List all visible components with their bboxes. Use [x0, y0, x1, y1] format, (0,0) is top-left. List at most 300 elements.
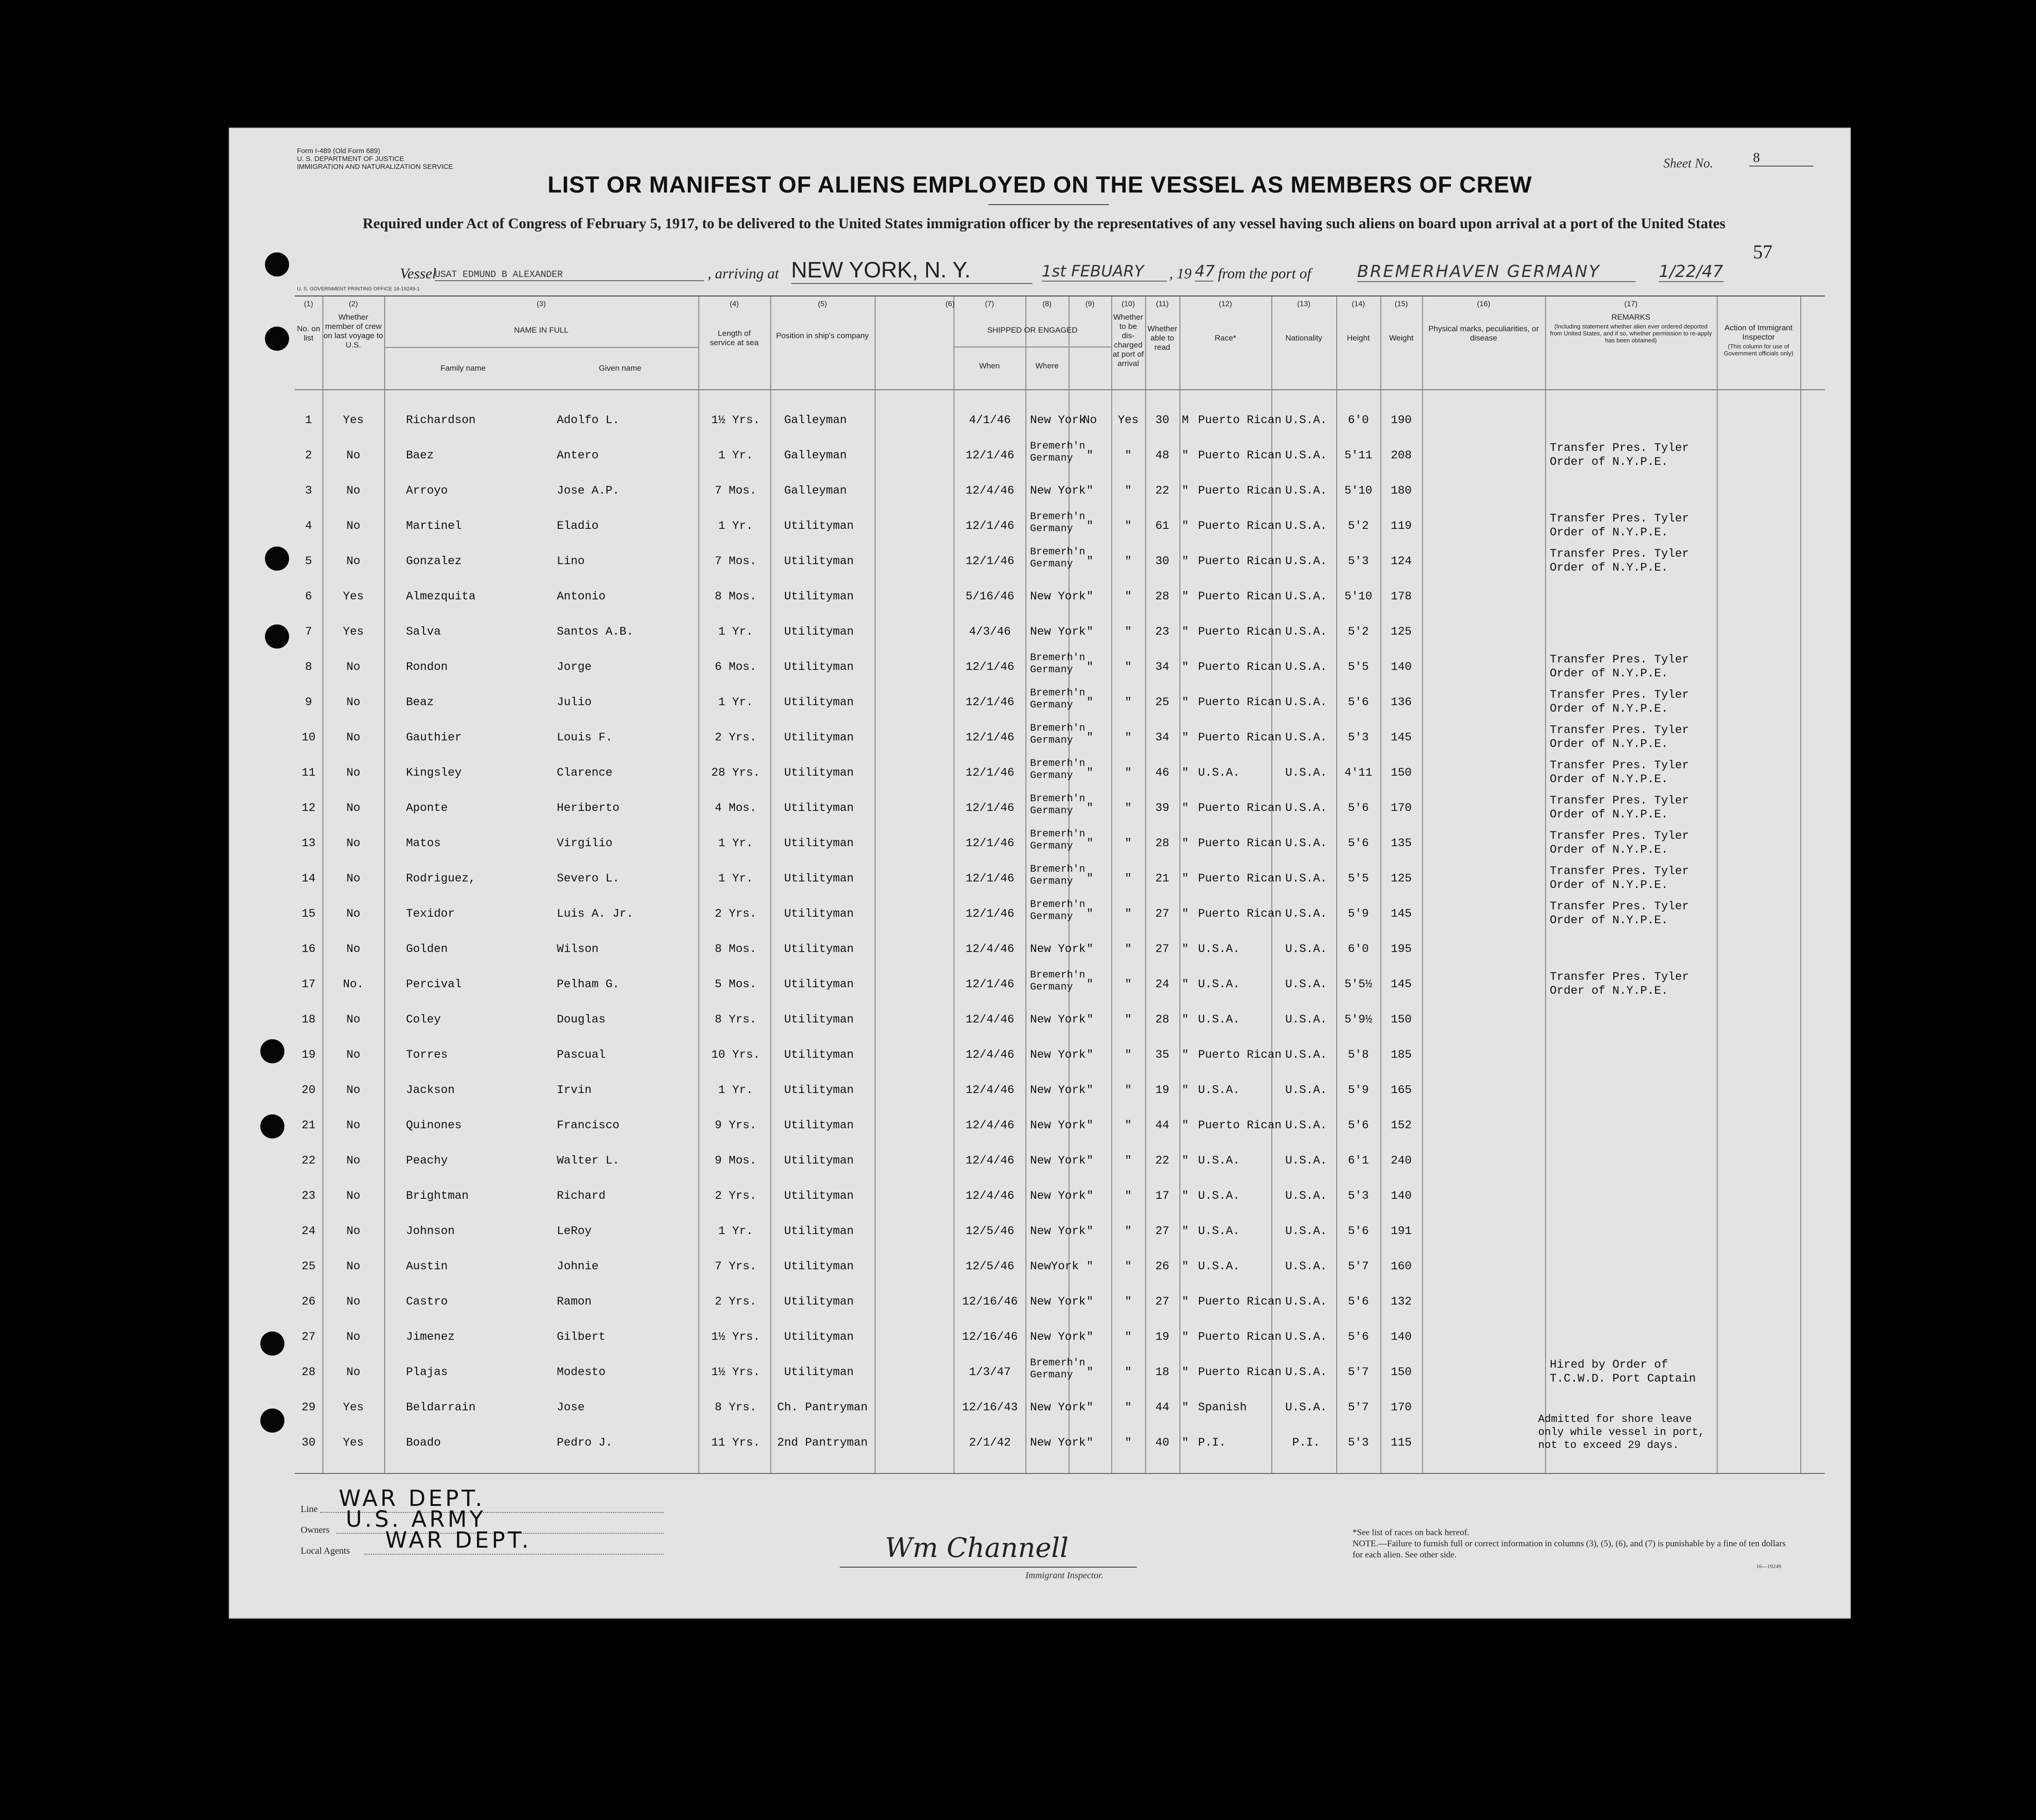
- cell-family: Torres: [406, 1048, 448, 1061]
- cell-sex: ": [1181, 1154, 1189, 1167]
- cell-position: Utilityman: [784, 978, 854, 991]
- cell-sex: ": [1181, 1224, 1189, 1238]
- cell-read: ": [1124, 1295, 1132, 1308]
- binder-hole: [265, 252, 289, 277]
- cell-position: Utilityman: [784, 1048, 854, 1061]
- cell-position: Galleyman: [784, 449, 847, 462]
- cell-member: No: [346, 554, 361, 568]
- races-note: *See list of races on back hereof.: [1353, 1528, 1469, 1537]
- cell-family: Jimenez: [406, 1330, 455, 1344]
- cell-weight: 160: [1391, 1260, 1412, 1273]
- cell-nationality: U.S.A.: [1285, 801, 1327, 815]
- manifest-sheet: [229, 128, 1851, 1619]
- header-race: Race*: [1214, 334, 1237, 342]
- cell-sex: ": [1181, 1330, 1189, 1344]
- cell-position: Utilityman: [784, 625, 854, 638]
- cell-race: Spanish: [1198, 1401, 1247, 1414]
- cell-member: Yes: [342, 625, 364, 638]
- cell-service: 1 Yr.: [718, 1224, 753, 1238]
- cell-sex: ": [1181, 872, 1189, 885]
- cell-given: Pascual: [557, 1048, 606, 1061]
- cell-age: 24: [1155, 978, 1169, 991]
- table-row: [295, 590, 1825, 624]
- cell-read: Yes: [1117, 413, 1139, 427]
- cell-age: 25: [1155, 695, 1169, 709]
- cell-read: ": [1124, 625, 1132, 638]
- cell-no: 27: [301, 1330, 316, 1344]
- cell-discharged: ": [1086, 1260, 1094, 1273]
- cell-age: 44: [1155, 1401, 1169, 1414]
- cell-race: Puerto Rican: [1198, 872, 1282, 885]
- cell-height: 5'6: [1347, 801, 1369, 815]
- cell-service: 9 Mos.: [715, 1154, 757, 1167]
- cell-height: 6'0: [1347, 942, 1369, 956]
- binder-hole: [265, 547, 289, 571]
- signature-rule: [840, 1567, 1137, 1568]
- cell-height: 5'9½: [1344, 1013, 1372, 1026]
- cell-given: Jose A.P.: [557, 484, 620, 497]
- cell-nationality: U.S.A.: [1285, 1401, 1327, 1414]
- cell-discharged: ": [1086, 731, 1094, 744]
- cell-where: New York: [1030, 1401, 1086, 1414]
- cell-weight: 150: [1391, 1013, 1412, 1026]
- cell-family: Johnson: [406, 1224, 455, 1238]
- cell-family: Gauthier: [406, 731, 462, 744]
- cell-nationality: U.S.A.: [1285, 1119, 1327, 1132]
- cell-when: 12/16/46: [962, 1295, 1018, 1308]
- cell-no: 7: [305, 625, 312, 638]
- cell-sex: ": [1181, 695, 1189, 709]
- cell-age: 18: [1155, 1365, 1169, 1379]
- cell-sex: ": [1181, 766, 1189, 779]
- cell-race: Puerto Rican: [1198, 731, 1282, 744]
- cell-service: 2 Yrs.: [715, 1189, 757, 1203]
- cell-height: 5'10: [1344, 484, 1372, 497]
- cell-discharged: ": [1086, 1013, 1094, 1026]
- cell-where: Bremerh'n Germany: [1030, 828, 1085, 852]
- cell-discharged: ": [1086, 1119, 1094, 1132]
- cell-read: ": [1124, 590, 1132, 603]
- cell-discharged: ": [1086, 766, 1094, 779]
- cell-position: Utilityman: [784, 1154, 854, 1167]
- cell-service: 1½ Yrs.: [711, 1330, 760, 1344]
- cell-no: 16: [301, 942, 316, 956]
- cell-height: 6'0: [1347, 413, 1369, 427]
- cell-weight: 125: [1391, 872, 1412, 885]
- cell-nationality: U.S.A.: [1285, 836, 1327, 850]
- cell-family: Matos: [406, 836, 441, 850]
- cell-height: 5'3: [1347, 554, 1369, 568]
- form-identifier: [297, 147, 473, 171]
- cell-when: 4/1/46: [969, 413, 1011, 427]
- cell-when: 12/5/46: [965, 1224, 1015, 1238]
- cell-no: 13: [301, 836, 316, 850]
- cell-race: U.S.A.: [1198, 1224, 1240, 1238]
- cell-where: Bremerh'n Germany: [1030, 652, 1085, 675]
- cell-given: Severo L.: [557, 872, 620, 885]
- cell-where: Bremerh'n Germany: [1030, 511, 1085, 534]
- cell-age: 23: [1155, 625, 1169, 638]
- cell-service: 5 Mos.: [715, 978, 757, 991]
- cell-service: 1 Yr.: [718, 625, 753, 638]
- cell-weight: 136: [1391, 695, 1412, 709]
- header-physical-marks: Physical marks, peculiarities, or disease: [1428, 324, 1539, 342]
- cell-sex: ": [1181, 942, 1189, 956]
- cell-weight: 135: [1391, 836, 1412, 850]
- cell-nationality: U.S.A.: [1285, 1013, 1327, 1026]
- cell-discharged: ": [1086, 942, 1094, 956]
- cell-sex: ": [1181, 1013, 1189, 1026]
- cell-weight: 140: [1391, 1330, 1412, 1344]
- cell-race: U.S.A.: [1198, 766, 1240, 779]
- cell-discharged: ": [1086, 484, 1094, 497]
- cell-no: 5: [305, 554, 312, 568]
- cell-when: 12/16/46: [962, 1330, 1018, 1344]
- cell-given: Antonio: [557, 590, 606, 603]
- cell-when: 12/1/46: [965, 907, 1015, 920]
- cell-discharged: ": [1086, 1189, 1094, 1203]
- column-number: (3): [536, 300, 546, 308]
- cell-nationality: U.S.A.: [1285, 1295, 1327, 1308]
- cell-height: 5'5: [1347, 660, 1369, 674]
- cell-member: No: [346, 660, 361, 674]
- cell-service: 2 Yrs.: [715, 1295, 757, 1308]
- cell-given: Gilbert: [557, 1330, 606, 1344]
- cell-remarks: Transfer Pres. Tyler Order of N.Y.P.E.: [1550, 829, 1689, 856]
- cell-given: Eladio: [557, 519, 599, 533]
- column-number: (16): [1477, 300, 1490, 308]
- cell-discharged: ": [1086, 1224, 1094, 1238]
- cell-when: 12/1/46: [965, 978, 1015, 991]
- cell-given: Adolfo L.: [557, 413, 620, 427]
- cell-sex: ": [1181, 836, 1189, 850]
- cell-given: LeRoy: [557, 1224, 592, 1238]
- cell-no: 15: [301, 907, 316, 920]
- cell-service: 9 Yrs.: [715, 1119, 757, 1132]
- cell-position: Utilityman: [784, 872, 854, 885]
- cell-discharged: ": [1086, 660, 1094, 674]
- cell-race: Puerto Rican: [1198, 660, 1282, 674]
- cell-service: 2 Yrs.: [715, 731, 757, 744]
- cell-age: 46: [1155, 766, 1169, 779]
- cell-read: ": [1124, 942, 1132, 956]
- cell-service: 4 Mos.: [715, 801, 757, 815]
- form-id-line: IMMIGRATION AND NATURALIZATION SERVICE: [297, 163, 453, 171]
- cell-no: 3: [305, 484, 312, 497]
- cell-service: 1 Yr.: [718, 1083, 753, 1097]
- cell-service: 7 Mos.: [715, 484, 757, 497]
- cell-where: New York: [1030, 1224, 1086, 1238]
- cell-discharged: ": [1086, 519, 1094, 533]
- from-port-label: from the port of: [1218, 265, 1311, 282]
- cell-read: ": [1124, 1260, 1132, 1273]
- header-shipped-or-engaged: SHIPPED OR ENGAGED: [987, 326, 1078, 334]
- cell-sex: M: [1181, 413, 1189, 427]
- cell-remarks: Transfer Pres. Tyler Order of N.Y.P.E.: [1550, 759, 1689, 786]
- cell-no: 23: [301, 1189, 316, 1203]
- column-number: (15): [1394, 300, 1408, 308]
- cell-family: Baez: [406, 449, 434, 462]
- cell-race: Puerto Rican: [1198, 695, 1282, 709]
- cell-no: 1: [305, 413, 312, 427]
- cell-read: ": [1124, 1083, 1132, 1097]
- cell-weight: 170: [1391, 801, 1412, 815]
- cell-service: 1½ Yrs.: [711, 1365, 760, 1379]
- cell-read: ": [1124, 695, 1132, 709]
- agents-label: Local Agents: [301, 1546, 350, 1556]
- cell-given: Pedro J.: [557, 1436, 613, 1449]
- form-id-line: U. S. DEPARTMENT OF JUSTICE: [297, 155, 404, 163]
- cell-when: 12/1/46: [965, 695, 1015, 709]
- cell-given: Modesto: [557, 1365, 606, 1379]
- cell-family: Richardson: [406, 413, 476, 427]
- cell-race: Puerto Rican: [1198, 1365, 1282, 1379]
- cell-no: 17: [301, 978, 316, 991]
- cell-nationality: U.S.A.: [1285, 449, 1327, 462]
- cell-given: Virgilio: [557, 836, 613, 850]
- cell-member: No: [346, 1119, 361, 1132]
- cell-no: 8: [305, 660, 312, 674]
- cell-member: No: [346, 1189, 361, 1203]
- cell-service: 2 Yrs.: [715, 907, 757, 920]
- cell-when: 12/4/46: [965, 1154, 1015, 1167]
- cell-where: New York: [1030, 590, 1086, 603]
- cell-weight: 191: [1391, 1224, 1412, 1238]
- cell-read: ": [1124, 872, 1132, 885]
- cell-nationality: U.S.A.: [1285, 695, 1327, 709]
- cell-member: No: [346, 766, 361, 779]
- cell-nationality: U.S.A.: [1285, 766, 1327, 779]
- cell-no: 28: [301, 1365, 316, 1379]
- cell-no: 29: [301, 1401, 316, 1414]
- cell-member: Yes: [342, 1436, 364, 1449]
- cell-given: Ramon: [557, 1295, 592, 1308]
- cell-height: 5'8: [1347, 1048, 1369, 1061]
- cell-height: 5'6: [1347, 1295, 1369, 1308]
- header-given-name: Given name: [599, 364, 642, 373]
- cell-sex: ": [1181, 625, 1189, 638]
- cell-service: 10 Yrs.: [711, 1048, 760, 1061]
- cell-position: Utilityman: [784, 801, 854, 815]
- cell-family: Percival: [406, 978, 462, 991]
- cell-height: 5'6: [1347, 1224, 1369, 1238]
- table-row: [295, 546, 1825, 589]
- column-number: (17): [1624, 300, 1638, 308]
- cell-no: 4: [305, 519, 312, 533]
- header-weight: Weight: [1389, 334, 1414, 342]
- cell-race: U.S.A.: [1198, 1013, 1240, 1026]
- cell-given: Julio: [557, 695, 592, 709]
- cell-where: New York: [1030, 1330, 1086, 1344]
- cell-height: 5'6: [1347, 836, 1369, 850]
- column-number: (13): [1297, 300, 1311, 308]
- cell-when: 12/1/46: [965, 801, 1015, 815]
- cell-nationality: U.S.A.: [1285, 1154, 1327, 1167]
- cell-nationality: U.S.A.: [1285, 1365, 1327, 1379]
- header-position: Position in ship's company: [776, 331, 869, 340]
- cell-nationality: U.S.A.: [1285, 484, 1327, 497]
- cell-no: 9: [305, 695, 312, 709]
- cell-weight: 195: [1391, 942, 1412, 956]
- cell-age: 19: [1155, 1083, 1169, 1097]
- arriving-label: , arriving at: [708, 265, 779, 282]
- cell-given: Richard: [557, 1189, 606, 1203]
- cell-member: No: [346, 1295, 361, 1308]
- cell-given: Lino: [557, 554, 585, 568]
- reference-number: 57: [1753, 242, 1772, 263]
- cell-service: 8 Mos.: [715, 590, 757, 603]
- line-label: Line: [301, 1504, 318, 1514]
- cell-age: 44: [1155, 1119, 1169, 1132]
- cell-no: 12: [301, 801, 316, 815]
- cell-weight: 145: [1391, 978, 1412, 991]
- cell-position: Ch. Pantryman: [777, 1401, 868, 1414]
- cell-nationality: U.S.A.: [1285, 872, 1327, 885]
- cell-member: No: [346, 942, 361, 956]
- cell-age: 27: [1155, 907, 1169, 920]
- table-row: [295, 1048, 1825, 1082]
- cell-when: 12/4/46: [965, 1189, 1015, 1203]
- cell-when: 12/4/46: [965, 1013, 1015, 1026]
- sheet-label: Sheet No.: [1663, 156, 1714, 171]
- cell-no: 21: [301, 1119, 316, 1132]
- cell-sex: ": [1181, 1260, 1189, 1273]
- cell-age: 27: [1155, 1295, 1169, 1308]
- cell-family: Almezquita: [406, 590, 476, 603]
- cell-height: 5'5½: [1344, 978, 1372, 991]
- vessel-line: [230, 258, 1850, 284]
- cell-nationality: U.S.A.: [1285, 590, 1327, 603]
- cell-where: Bremerh'n Germany: [1030, 546, 1085, 570]
- cell-member: No: [346, 1083, 361, 1097]
- cell-position: Utilityman: [784, 1365, 854, 1379]
- arrival-year-field: 47: [1195, 262, 1215, 281]
- cell-age: 39: [1155, 801, 1169, 815]
- cell-read: ": [1124, 1224, 1132, 1238]
- cell-race: Puerto Rican: [1198, 449, 1282, 462]
- cell-when: 12/1/46: [965, 660, 1015, 674]
- cell-discharged: ": [1086, 1365, 1094, 1379]
- cell-when: 12/4/46: [965, 1119, 1015, 1132]
- header-subrule: [384, 347, 698, 348]
- cell-remarks: Transfer Pres. Tyler Order of N.Y.P.E.: [1550, 723, 1689, 751]
- binder-hole: [265, 327, 289, 351]
- cell-family: Kingsley: [406, 766, 462, 779]
- cell-service: 1 Yr.: [718, 519, 753, 533]
- cell-weight: 115: [1391, 1436, 1412, 1449]
- cell-age: 40: [1155, 1436, 1169, 1449]
- cell-where: Bremerh'n Germany: [1030, 863, 1085, 887]
- column-number: (12): [1218, 300, 1232, 308]
- cell-where: New York: [1030, 1295, 1086, 1308]
- cell-position: Utilityman: [784, 1189, 854, 1203]
- cell-sex: ": [1181, 1048, 1189, 1061]
- cell-member: No: [346, 1154, 361, 1167]
- cell-discharged: ": [1086, 836, 1094, 850]
- cell-read: ": [1124, 978, 1132, 991]
- cell-read: ": [1124, 519, 1132, 533]
- cell-race: Puerto Rican: [1198, 1048, 1282, 1061]
- cell-sex: ": [1181, 519, 1189, 533]
- departure-port-field: BREMERHAVEN GERMANY: [1357, 262, 1636, 282]
- cell-weight: 124: [1391, 554, 1412, 568]
- cell-height: 5'3: [1347, 731, 1369, 744]
- header-no-on-list: No. on list: [296, 324, 321, 342]
- cell-remarks: Transfer Pres. Tyler Order of N.Y.P.E.: [1550, 794, 1689, 821]
- cell-when: 4/3/46: [969, 625, 1011, 638]
- cell-member: No: [346, 731, 361, 744]
- cell-given: Louis F.: [557, 731, 613, 744]
- cell-remarks: Transfer Pres. Tyler Order of N.Y.P.E.: [1550, 688, 1689, 715]
- cell-position: Utilityman: [784, 1224, 854, 1238]
- cell-race: U.S.A.: [1198, 1154, 1240, 1167]
- cell-read: ": [1124, 554, 1132, 568]
- column-number: (10): [1121, 300, 1135, 308]
- cell-read: ": [1124, 1119, 1132, 1132]
- cell-race: Puerto Rican: [1198, 519, 1282, 533]
- cell-service: 1½ Yrs.: [711, 413, 760, 427]
- column-number: (6): [945, 300, 955, 308]
- cell-discharged: ": [1086, 1401, 1094, 1414]
- cell-remarks: Transfer Pres. Tyler Order of N.Y.P.E.: [1550, 970, 1689, 997]
- table-row: [295, 1083, 1825, 1118]
- cell-height: 5'2: [1347, 625, 1369, 638]
- cell-when: 12/4/46: [965, 1083, 1015, 1097]
- cell-member: No: [346, 1330, 361, 1344]
- column-number: (14): [1352, 300, 1365, 308]
- vessel-label: Vessel: [400, 265, 437, 282]
- inspector-signature: Wm Channell: [885, 1532, 1069, 1563]
- column-number: (5): [818, 300, 827, 308]
- binder-hole: [260, 1114, 284, 1138]
- cell-height: 5'7: [1347, 1365, 1369, 1379]
- cell-given: Clarence: [557, 766, 613, 779]
- cell-weight: 208: [1391, 449, 1412, 462]
- departure-date-field: 1/22/47: [1659, 262, 1723, 281]
- cell-remarks: Transfer Pres. Tyler Order of N.Y.P.E.: [1550, 547, 1689, 574]
- cell-member: No: [346, 519, 361, 533]
- cell-sex: ": [1181, 449, 1189, 462]
- cell-member: No: [346, 872, 361, 885]
- cell-where: New York: [1030, 484, 1086, 497]
- column-number: (8): [1042, 300, 1052, 308]
- cell-age: 34: [1155, 660, 1169, 674]
- cell-member: No: [346, 801, 361, 815]
- year-prefix: , 19: [1169, 265, 1192, 282]
- cell-given: Johnie: [557, 1260, 599, 1273]
- cell-service: 1 Yr.: [718, 449, 753, 462]
- cell-when: 12/4/46: [965, 942, 1015, 956]
- header-action: Action of Immigrant Inspector: [1724, 323, 1793, 341]
- cell-family: Peachy: [406, 1154, 448, 1167]
- cell-given: Pelham G.: [557, 978, 620, 991]
- cell-sex: ": [1181, 660, 1189, 674]
- cell-age: 35: [1155, 1048, 1169, 1061]
- cell-remarks: Admitted for shore leave only while vessel in port, not to exceed 29 days.: [1538, 1413, 1705, 1451]
- cell-height: 5'6: [1347, 695, 1369, 709]
- agents-value: WAR DEPT.: [385, 1527, 532, 1553]
- header-name-in-full: NAME IN FULL: [514, 326, 569, 334]
- document-title: LIST OR MANIFEST OF ALIENS EMPLOYED ON THE VESSEL AS MEMBERS OF CREW: [548, 172, 1532, 198]
- cell-discharged: ": [1086, 1154, 1094, 1167]
- cell-when: 12/1/46: [965, 554, 1015, 568]
- document-subtitle: Required under Act of Congress of February 5, 1917, to be delivered to the United States immigration officer by the representatives of any vessel having such aliens on board upon arrival at a port of the United States: [362, 215, 1726, 232]
- cell-age: 22: [1155, 484, 1169, 497]
- cell-sex: ": [1181, 978, 1189, 991]
- cell-age: 22: [1155, 1154, 1169, 1167]
- cell-position: Utilityman: [784, 731, 854, 744]
- cell-no: 11: [301, 766, 316, 779]
